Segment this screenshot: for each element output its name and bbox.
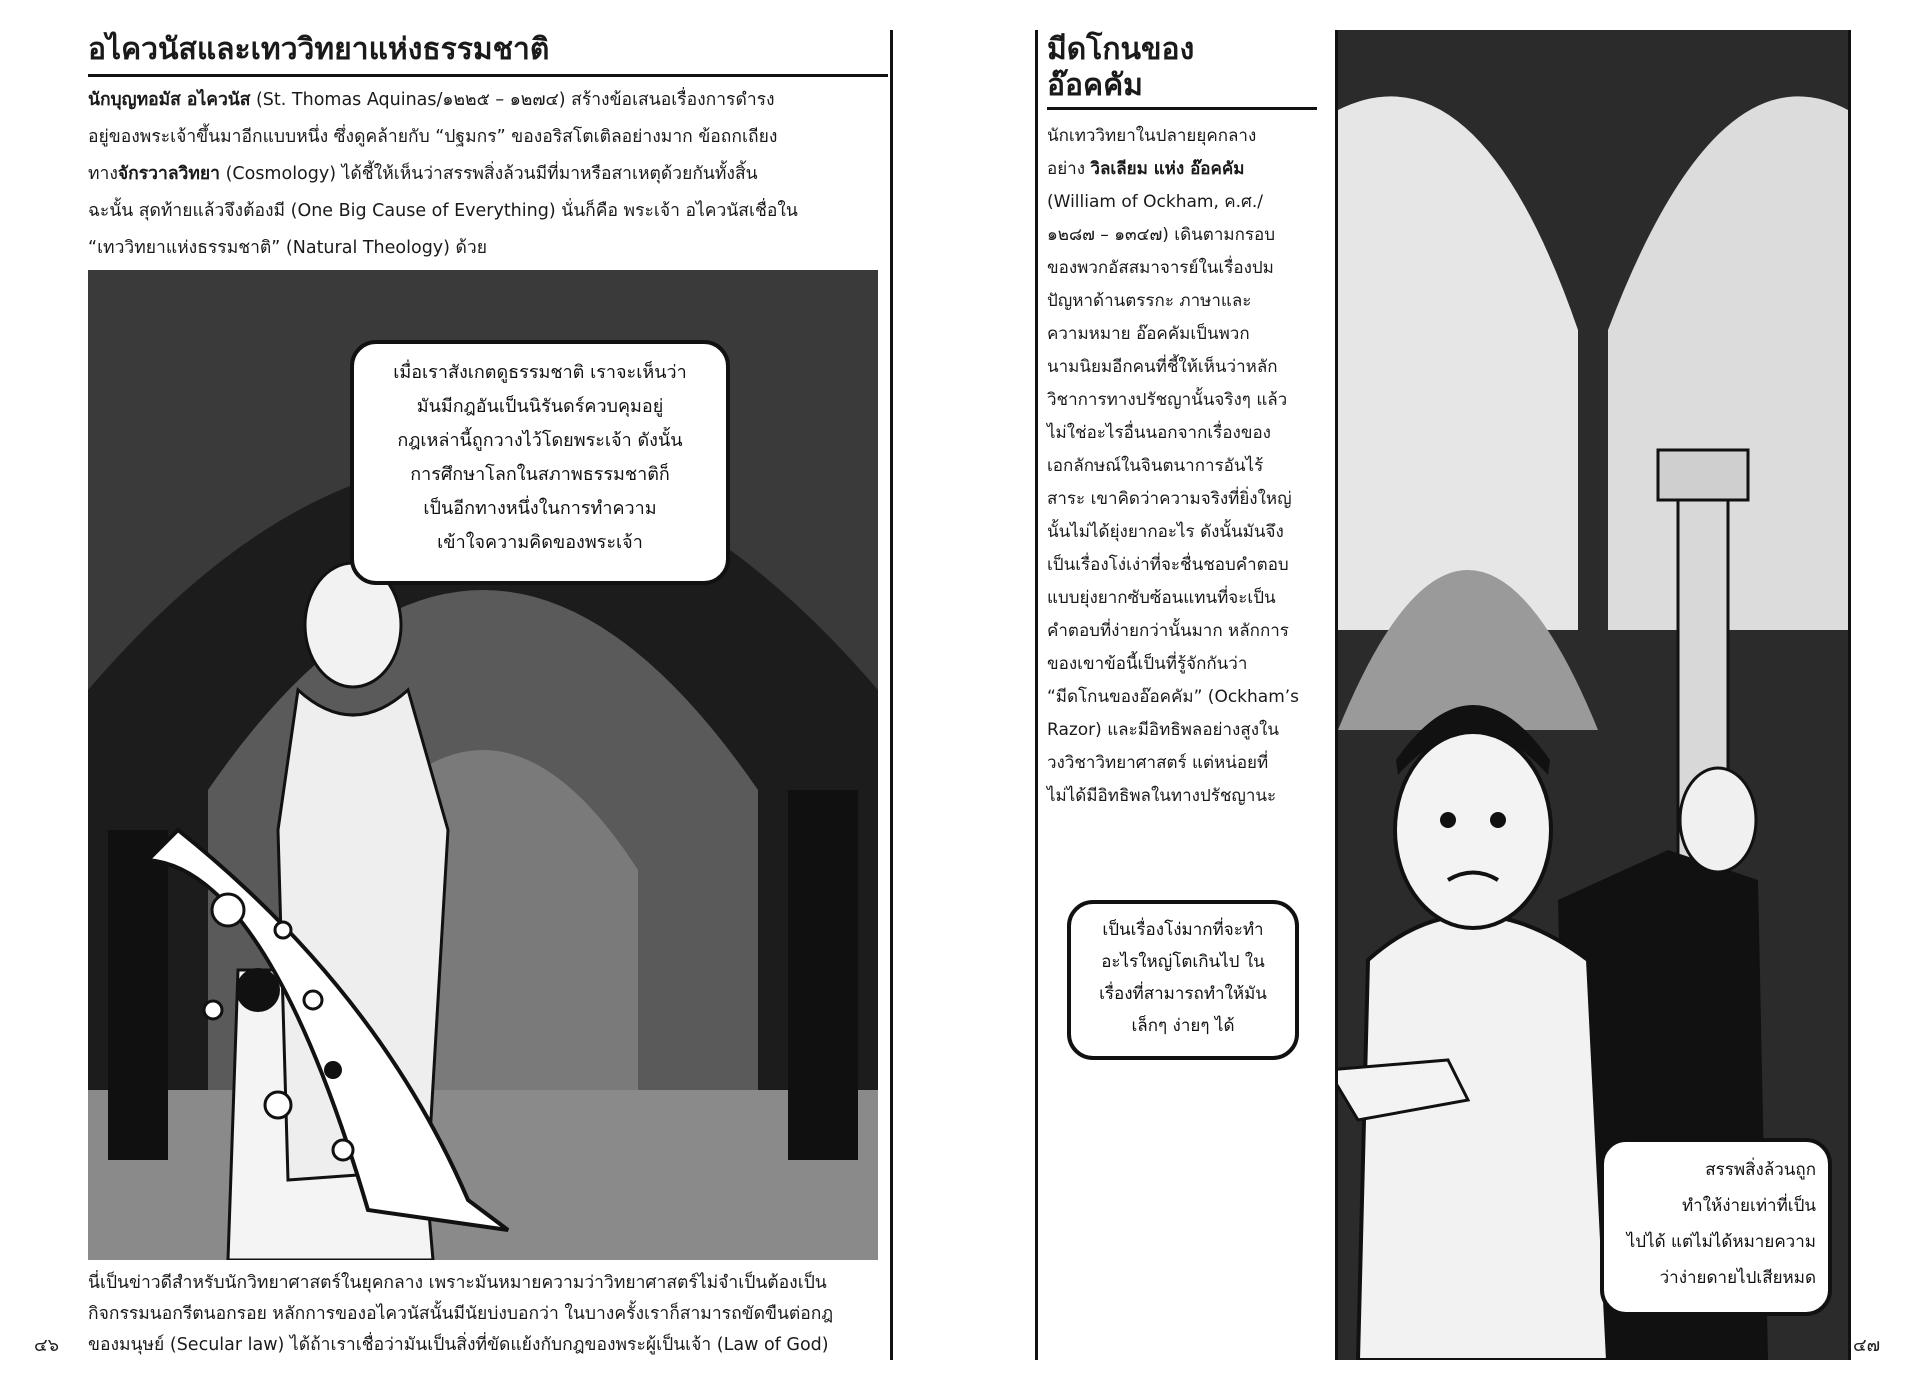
- ockham-bubble2-line-4: ว่าง่ายดายไปเสียหมด: [1659, 1268, 1816, 1288]
- ockham-speech-bubble-top: [1067, 900, 1299, 1060]
- left-page: [34, 30, 890, 1360]
- left-closing-paragraph: [88, 1268, 888, 1361]
- ockham-bubble1-line-3: เรื่องที่สามารถทำให้มัน: [1099, 984, 1267, 1004]
- ockham-bubble1-line-4: เล็กๆ ง่ายๆ ได้: [1131, 1016, 1235, 1036]
- right-page-number: ๔๗: [1853, 1335, 1881, 1356]
- aquinas-speech-bubble: [350, 340, 730, 585]
- right-title-line-1: มีดโกนของ: [1047, 32, 1195, 67]
- closing-line-1: นี่เป็นข่าวดีสำหรับนักวิทยาศาสตร์ในยุคกลาง เพราะมันหมายความว่าวิทยาศาสตร์ไม่จำเป็นต้องเป็น: [88, 1273, 827, 1293]
- right-page-title: [1047, 32, 1297, 104]
- ockham-line-18: “มีดโกนของอ๊อคคัม” (Ockham’s: [1047, 687, 1300, 707]
- ockham-line-19: Razor) และมีอิทธิพลอย่างสูงใน: [1047, 720, 1279, 740]
- closing-line-2: กิจกรรมนอกรีตนอกรอย หลักการของอไควนัสนั้นมีนัยบ่งบอกว่า ในบางครั้งเราก็สามารถขัดขืนต่อกฎ: [88, 1304, 834, 1324]
- ockham-line-7: ความหมาย อ๊อคคัมเป็นพวก: [1047, 324, 1250, 344]
- left-intro-paragraph: [88, 82, 888, 267]
- ockham-line-10: ไม่ใช่อะไรอื่นนอกจากเรื่องของ: [1047, 423, 1271, 443]
- intro-line-5: “เทววิทยาแห่งธรรมชาติ” (Natural Theology) ด้วย: [88, 238, 487, 258]
- intro-line-1: นักบุญทอมัส อไควนัส (St. Thomas Aquinas/๑๒๒๕ – ๑๒๗๔) สร้างข้อเสนอเรื่องการดำรง: [88, 90, 775, 110]
- ockham-line-5: ของพวกอัสสมาจารย์ในเรื่องปม: [1047, 258, 1274, 278]
- ockham-line-15: แบบยุ่งยากซับซ้อนแทนที่จะเป็น: [1047, 588, 1276, 608]
- ockham-line-9: วิชาการทางปรัชญานั้นจริงๆ แล้ว: [1047, 390, 1288, 410]
- ockham-line-8: นามนิยมอีกคนที่ชี้ให้เห็นว่าหลัก: [1047, 357, 1278, 377]
- left-page-right-border: [890, 30, 893, 1360]
- closing-line-3: ของมนุษย์ (Secular law) ได้ถ้าเราเชื่อว่ามันเป็นสิ่งที่ขัดแย้งกับกฎของพระผู้เป็นเจ้า (Law of God): [88, 1335, 829, 1355]
- intro-line-3: ทางจักรวาลวิทยา (Cosmology) ได้ชี้ให้เห็นว่าสรรพสิ่งล้วนมีที่มาหรือสาเหตุด้วยกันทั้งสิ้น: [88, 164, 758, 184]
- left-page-number: ๔๖: [34, 1335, 60, 1356]
- ockham-line-1: นักเทววิทยาในปลายยุคกลาง: [1047, 126, 1257, 146]
- ockham-line-16: คำตอบที่ง่ายกว่านั้นมาก หลักการ: [1047, 621, 1289, 641]
- ockham-bubble2-line-2: ทำให้ง่ายเท่าที่เป็น: [1681, 1196, 1816, 1216]
- ockham-bubble2-line-3: ไปได้ แต่ไม่ได้หมายความ: [1626, 1232, 1816, 1252]
- ockham-paragraph: [1047, 120, 1337, 813]
- ockham-line-4: ๑๒๘๗ – ๑๓๔๗) เดินตามกรอบ: [1047, 225, 1275, 245]
- aquinas-bubble-line-6: เข้าใจความคิดของพระเจ้า: [437, 532, 643, 553]
- right-page-left-border: [1035, 30, 1038, 1360]
- ockham-bubble1-line-1: เป็นเรื่องโง่มากที่จะทำ: [1102, 920, 1264, 940]
- ockham-bubble1-line-2: อะไรใหญ่โตเกินไป ใน: [1101, 952, 1265, 972]
- intro-line-4: ฉะนั้น สุดท้ายแล้วจึงต้องมี (One Big Cause of Everything) นั่นก็คือ พระเจ้า อไควนัสเชื่อใน: [88, 201, 798, 221]
- ockham-line-6: ปัญหาด้านตรรกะ ภาษาและ: [1047, 291, 1252, 311]
- right-title-line-2: อ๊อคคัม: [1047, 68, 1143, 103]
- aquinas-cathedral-illustration: [88, 270, 878, 1260]
- ockham-bubble2-line-1: สรรพสิ่งล้วนถูก: [1705, 1160, 1816, 1180]
- ockham-line-3: (William of Ockham, ค.ศ./: [1047, 192, 1263, 212]
- intro-line-2: อยู่ของพระเจ้าขึ้นมาอีกแบบหนึ่ง ซึ่งดูคล้ายกับ “ปฐมกร” ของอริสโตเติลอย่างมาก ข้อถกเถียง: [88, 127, 778, 147]
- left-title-rule: [88, 74, 888, 77]
- left-page-title: อไควนัสและเทววิทยาแห่งธรรมชาติ: [88, 32, 550, 67]
- aquinas-bubble-line-4: การศึกษาโลกในสภาพธรรมชาติก็: [410, 464, 670, 485]
- ockham-line-21: ไม่ได้มีอิทธิพลในทางปรัชญานะ: [1047, 786, 1277, 806]
- right-page: [1035, 30, 1885, 1360]
- ockham-line-20: วงวิชาวิทยาศาสตร์ แต่หน่อยที่: [1047, 753, 1269, 773]
- aquinas-bubble-line-1: เมื่อเราสังเกตดูธรรมชาติ เราจะเห็นว่า: [393, 362, 687, 383]
- ockham-speech-bubble-bottom: [1600, 1138, 1832, 1316]
- ockham-line-12: สาระ เขาคิดว่าความจริงที่ยิ่งใหญ่: [1047, 489, 1292, 509]
- aquinas-bubble-line-2: มันมีกฎอันเป็นนิรันดร์ควบคุมอยู่: [416, 396, 664, 417]
- right-title-rule: [1047, 107, 1317, 110]
- ockham-line-11: เอกลักษณ์ในจินตนาการอันไร้: [1047, 456, 1264, 476]
- aquinas-bubble-line-3: กฎเหล่านี้ถูกวางไว้โดยพระเจ้า ดังนั้น: [397, 430, 683, 451]
- aquinas-bubble-line-5: เป็นอีกทางหนึ่งในการทำความ: [423, 498, 657, 519]
- ockham-line-13: นั้นไม่ได้ยุ่งยากอะไร ดังนั้นมันจึง: [1047, 522, 1284, 542]
- ockham-line-2: อย่าง วิลเลียม แห่ง อ๊อคคัม: [1047, 159, 1245, 179]
- ockham-line-17: ของเขาข้อนี้เป็นที่รู้จักกันว่า: [1047, 654, 1248, 674]
- ockham-line-14: เป็นเรื่องโง่เง่าที่จะชื่นชอบคำตอบ: [1047, 555, 1289, 575]
